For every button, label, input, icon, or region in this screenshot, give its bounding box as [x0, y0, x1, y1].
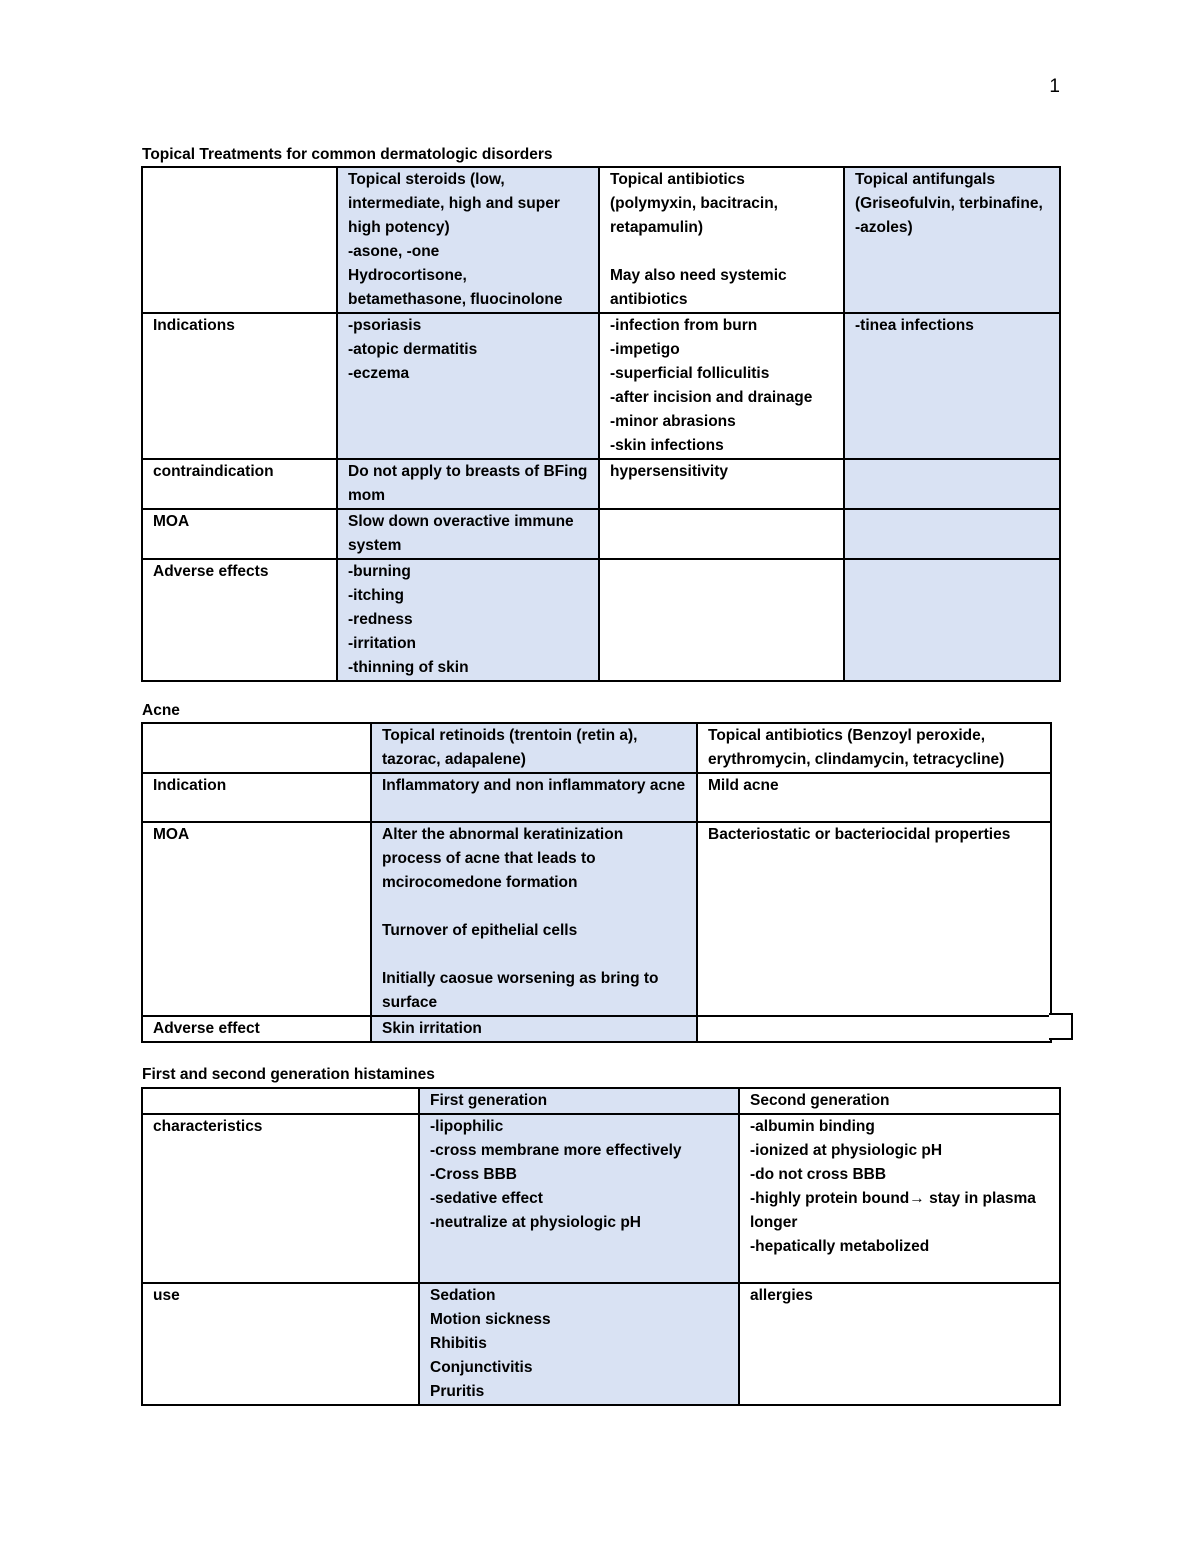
table-row	[142, 1016, 1051, 1042]
table-cell: Skin irritation	[371, 1016, 697, 1042]
table-header-row	[142, 1088, 1060, 1114]
table2-caption: Acne	[142, 702, 180, 719]
table-row	[142, 822, 1051, 1016]
table-cell	[599, 509, 844, 559]
table-header-row	[142, 167, 1060, 313]
table-row	[142, 1114, 1060, 1283]
table-cell: Inflammatory and non inflammatory acne	[371, 773, 697, 822]
table-cell: Alter the abnormal keratinization process of acne that leads to mcirocomedone formation Turnover of epithelial cells Initially caosue worsening as bring to surface	[371, 822, 697, 1016]
stray-table-cell	[1049, 1013, 1073, 1040]
corner-cell	[142, 723, 371, 773]
table-row	[142, 509, 1060, 559]
table-cell: Slow down overactive immune system	[337, 509, 599, 559]
table-cell	[844, 509, 1060, 559]
column-header-topical-steroids: Topical steroids (low, intermediate, high and super high potency) -asone, -one Hydrocortisone, betamethasone, fluocinolone	[337, 167, 599, 313]
table-cell: -infection from burn -impetigo -superficial folliculitis -after incision and drainage -minor abrasions -skin infections	[599, 313, 844, 459]
table3-caption: First and second generation histamines	[142, 1066, 435, 1083]
column-header-topical-retinoids: Topical retinoids (trentoin (retin a), tazorac, adapalene)	[371, 723, 697, 773]
row-header: MOA	[142, 822, 371, 1016]
row-header: use	[142, 1283, 419, 1405]
row-header: MOA	[142, 509, 337, 559]
row-header: Adverse effects	[142, 559, 337, 681]
table-row	[142, 773, 1051, 822]
table-cell: -lipophilic -cross membrane more effectively -Cross BBB -sedative effect -neutralize at physiologic pH	[419, 1114, 739, 1283]
table-cell: -psoriasis -atopic dermatitis -eczema	[337, 313, 599, 459]
column-header-topical-antifungals: Topical antifungals (Griseofulvin, terbinafine, -azoles)	[844, 167, 1060, 313]
antihistamines-table	[141, 1087, 1061, 1406]
table1-caption: Topical Treatments for common dermatologic disorders	[142, 146, 553, 163]
table-cell: -albumin binding -ionized at physiologic pH -do not cross BBB -highly protein bound→ stay in plasma longer -hepatically metabolized	[739, 1114, 1060, 1283]
steroids-antibiotics-antifungals-table	[141, 166, 1061, 682]
table-row	[142, 1283, 1060, 1405]
table-header-row	[142, 723, 1051, 773]
table-cell: Do not apply to breasts of BFing mom	[337, 459, 599, 509]
row-header: characteristics	[142, 1114, 419, 1283]
row-header: Indications	[142, 313, 337, 459]
table-row	[142, 459, 1060, 509]
corner-cell	[142, 167, 337, 313]
acne-table	[141, 722, 1052, 1043]
row-header: contraindication	[142, 459, 337, 509]
row-header: Adverse effect	[142, 1016, 371, 1042]
table-cell: -tinea infections	[844, 313, 1060, 459]
table-cell	[599, 559, 844, 681]
row-header: Indication	[142, 773, 371, 822]
column-header-second-generation: Second generation	[739, 1088, 1060, 1114]
page-number: 1	[1049, 76, 1060, 97]
column-header-first-generation: First generation	[419, 1088, 739, 1114]
table-cell: allergies	[739, 1283, 1060, 1405]
table-cell: -burning -itching -redness -irritation -thinning of skin	[337, 559, 599, 681]
table-row	[142, 559, 1060, 681]
table-cell	[844, 559, 1060, 681]
table-cell: Mild acne	[697, 773, 1051, 822]
table-cell: Sedation Motion sickness Rhibitis Conjunctivitis Pruritis	[419, 1283, 739, 1405]
table-cell: Bacteriostatic or bacteriocidal properties	[697, 822, 1051, 1016]
table-cell: hypersensitivity	[599, 459, 844, 509]
table-row	[142, 313, 1060, 459]
table-cell	[844, 459, 1060, 509]
column-header-topical-antibiotics: Topical antibiotics (Benzoyl peroxide, erythromycin, clindamycin, tetracycline)	[697, 723, 1051, 773]
corner-cell	[142, 1088, 419, 1114]
column-header-topical-antibiotics: Topical antibiotics (polymyxin, bacitracin, retapamulin) May also need systemic antibiotics	[599, 167, 844, 313]
table-cell	[697, 1016, 1051, 1042]
